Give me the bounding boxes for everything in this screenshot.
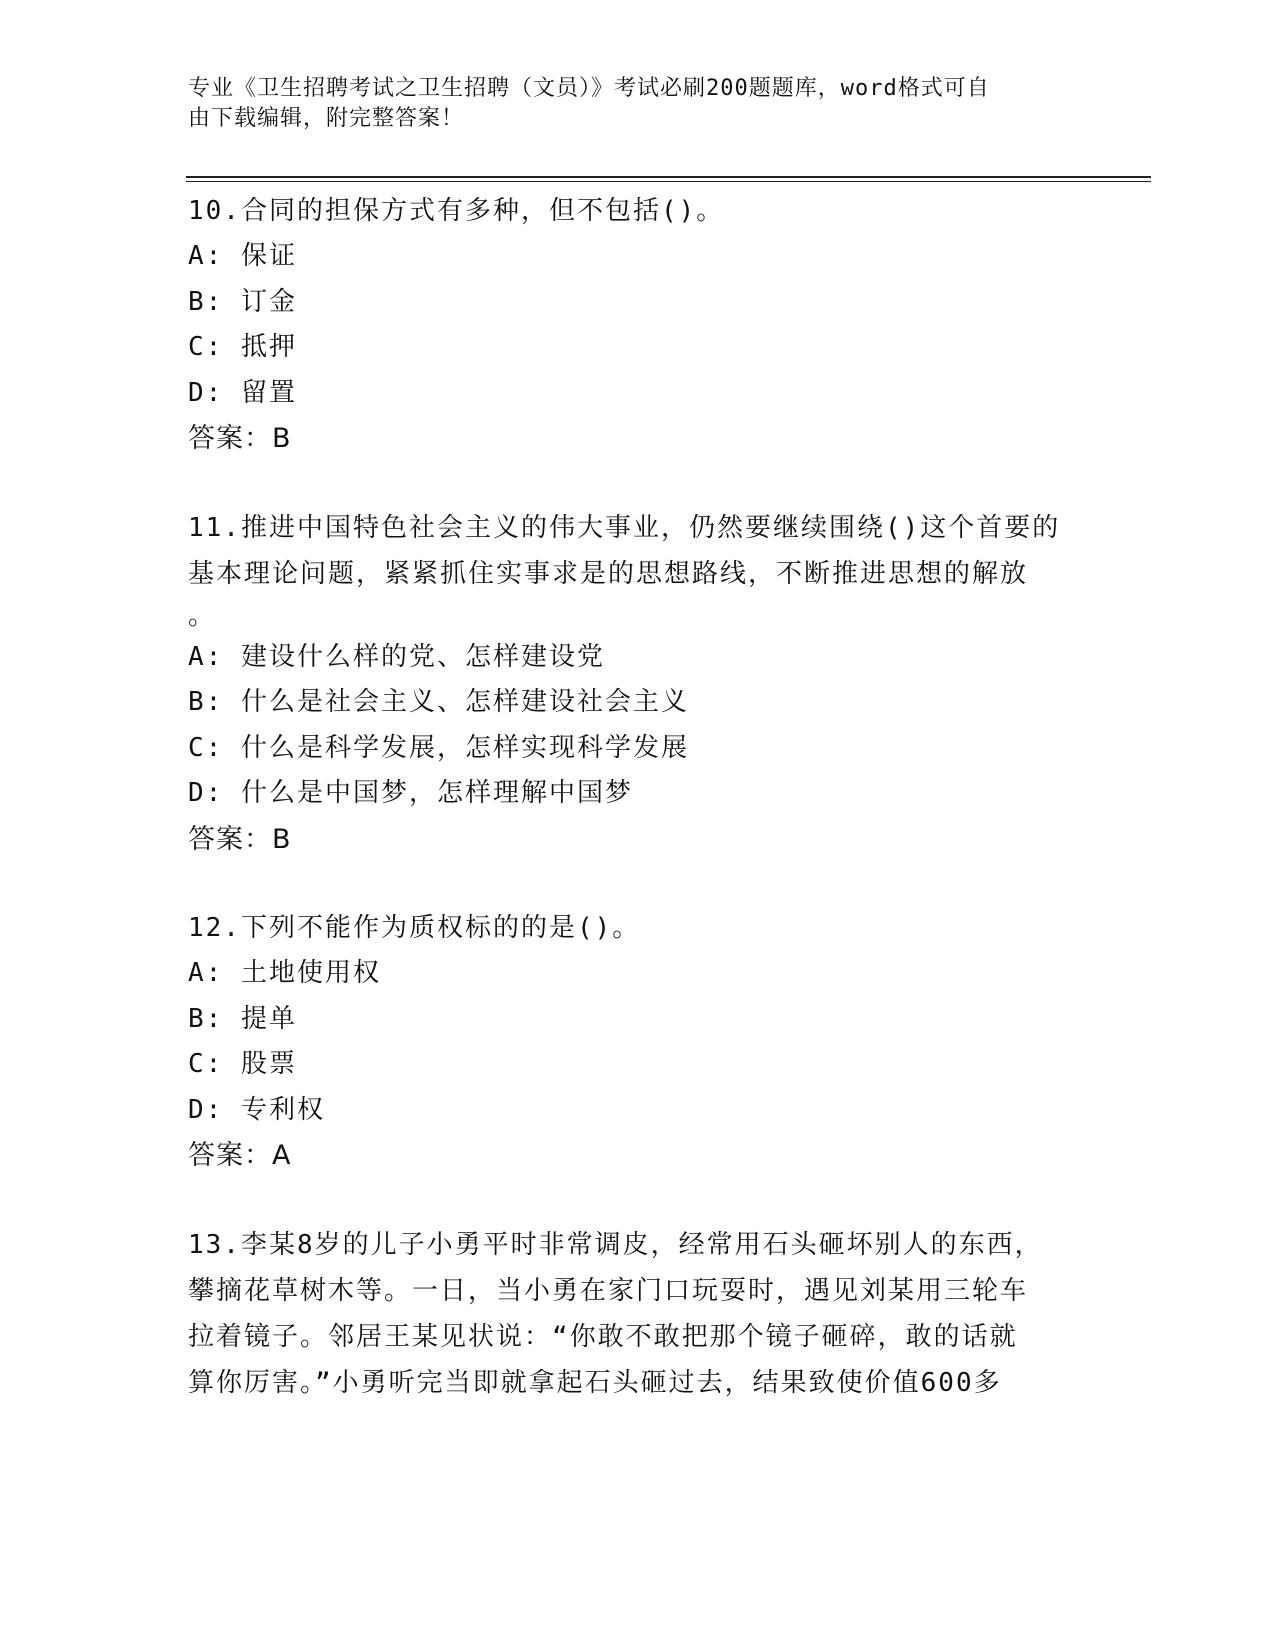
question-stem-line: 算你厉害。”小勇听完当即就拿起石头砸过去，结果致使价值600多 xyxy=(188,1367,1002,1398)
answer-line: 答案：B xyxy=(188,423,292,454)
header-line-1: 专业《卫生招聘考试之卫生招聘（文员）》考试必刷200题题库，word格式可自 xyxy=(188,76,990,101)
option-d: D: 留置 xyxy=(188,377,297,408)
question-stem-line: 10.合同的担保方式有多种，但不包括()。 xyxy=(188,196,725,226)
option-d: D: 专利权 xyxy=(188,1094,325,1125)
question-stem-line: 11.推进中国特色社会主义的伟大事业，仍然要继续围绕()这个首要的 xyxy=(188,512,1061,543)
header-line-2: 由下载编辑，附完整答案！ xyxy=(188,106,465,131)
header-divider-thin xyxy=(186,181,1151,182)
question-stem-line: 拉着镜子。邻居王某见状说：“你敢不敢把那个镜子砸碎，敢的话就 xyxy=(188,1321,1018,1352)
question-10 xyxy=(188,188,1088,462)
question-stem-line: 基本理论问题，紧紧抓住实事求是的思想路线，不断推进思想的解放 xyxy=(188,558,1029,589)
question-spacer xyxy=(188,862,1088,905)
question-13 xyxy=(188,1222,1088,1406)
option-b: B: 什么是社会主义、怎样建设社会主义 xyxy=(188,687,689,717)
answer-line: 答案：B xyxy=(188,823,292,855)
option-a: A: 建设什么样的党、怎样建设党 xyxy=(188,641,605,672)
question-list xyxy=(188,188,1088,1406)
document-header xyxy=(188,74,1068,134)
option-b: B: 订金 xyxy=(188,286,297,317)
option-c: C: 什么是科学发展，怎样实现科学发展 xyxy=(188,732,689,763)
question-stem-line: 攀摘花草树木等。一日，当小勇在家门口玩耍时，遇见刘某用三轮车 xyxy=(188,1275,1029,1306)
question-stem-line: 。 xyxy=(188,600,217,631)
option-a: A: 土地使用权 xyxy=(188,958,381,988)
question-spacer xyxy=(188,462,1088,505)
option-c: C: 抵押 xyxy=(188,332,297,362)
question-stem-line: 12.下列不能作为质权标的的是()。 xyxy=(188,913,641,943)
answer-line: 答案：A xyxy=(188,1140,292,1171)
header-divider-thick xyxy=(186,176,1151,178)
option-b: B: 提单 xyxy=(188,1003,297,1034)
question-11 xyxy=(188,505,1088,863)
question-12 xyxy=(188,905,1088,1179)
option-c: C: 股票 xyxy=(188,1049,297,1079)
question-spacer xyxy=(188,1179,1088,1222)
option-d: D: 什么是中国梦，怎样理解中国梦 xyxy=(188,778,633,808)
question-stem-line: 13.李某8岁的儿子小勇平时非常调皮，经常用石头砸坏别人的东西， xyxy=(188,1229,1043,1260)
option-a: A: 保证 xyxy=(188,241,297,271)
